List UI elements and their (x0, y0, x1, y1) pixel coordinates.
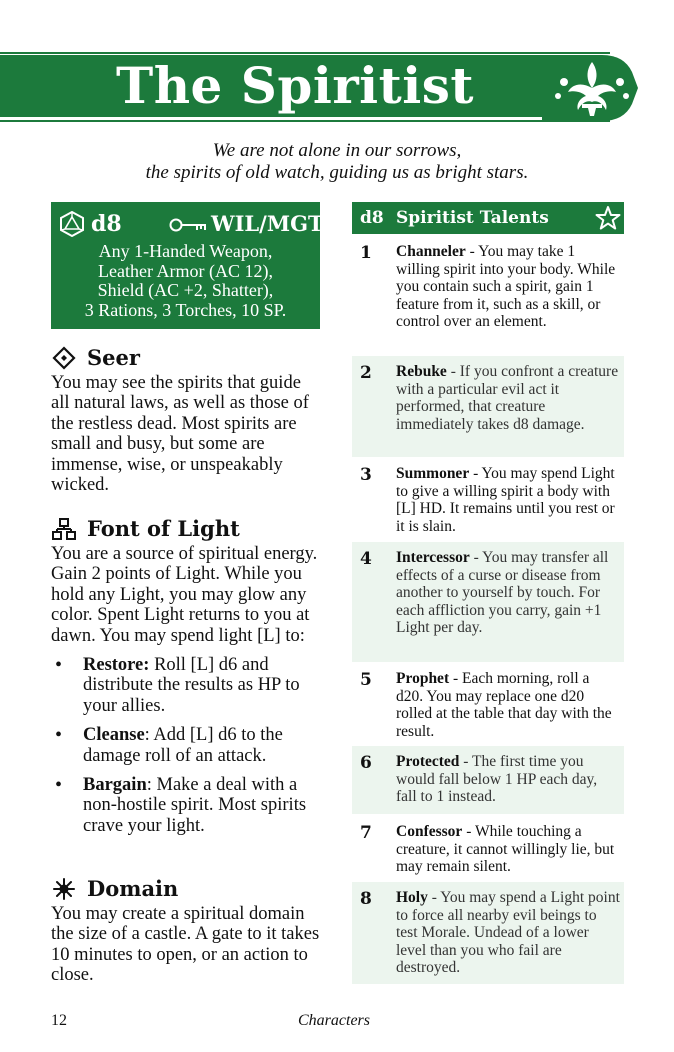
font-of-light-title: Font of Light (87, 516, 240, 541)
seer-title: Seer (87, 345, 140, 370)
stat-row (59, 210, 324, 240)
fleur-de-lis-icon (542, 52, 640, 124)
table-row (352, 542, 624, 662)
talent-number: 3 (360, 465, 372, 485)
talent-name: Holy (396, 889, 428, 906)
d20-icon (59, 211, 85, 237)
talent-entry (396, 549, 620, 637)
domain-title: Domain (87, 876, 179, 901)
talent-number: 8 (360, 889, 372, 909)
list-item (51, 655, 323, 716)
equipment-line: Any 1-Handed Weapon, (98, 241, 273, 261)
domain-heading (51, 875, 178, 903)
talent-entry (396, 753, 620, 806)
talent-number: 2 (360, 363, 372, 383)
talent-entry (396, 889, 620, 977)
talent-desc: - If you confront a creature with a particular evil act it performed, that creature immediately takes d8 damage. (396, 363, 619, 433)
seer-heading (51, 344, 140, 372)
talents-table-header (352, 202, 624, 234)
title-banner (0, 52, 640, 124)
talent-name: Channeler (396, 243, 466, 260)
star-icon (595, 205, 621, 231)
talent-name: Intercessor (396, 549, 470, 566)
talents-die-label: d8 (360, 208, 384, 228)
bullet-text: Roll [L] d6 and distribute the results as HP to your allies. (83, 655, 300, 716)
equipment-line: Shield (AC +2, Shatter), (97, 280, 274, 300)
list-item (51, 725, 323, 766)
talent-desc: - While touching a creature, it cannot willingly lie, but may remain silent. (396, 823, 615, 875)
key-attributes: WIL/MGT (211, 211, 324, 236)
talent-entry (396, 465, 620, 535)
talent-name: Summoner (396, 465, 470, 482)
talent-number: 7 (360, 823, 372, 843)
bullet-term: Restore: (83, 655, 150, 676)
subtitle (0, 140, 674, 184)
table-row (352, 663, 624, 743)
talent-entry (396, 363, 620, 433)
talent-desc: - You may transfer all effects of a curse or disease from another to yourself by touch. For each affliction you carry, gain +1 Light per day. (396, 549, 609, 636)
talent-name: Prophet (396, 670, 450, 687)
bullet-term: Cleanse (83, 725, 145, 746)
font-of-light-heading (51, 515, 240, 543)
talent-name: Protected (396, 753, 460, 770)
talent-desc: - You may spend Light to give a willing spirit a body with [L] HD. It remains until you rest or it is slain. (396, 465, 615, 535)
talent-desc: - You may spend a Light point to force all nearby evil beings to test Morale. Undead of a lower level than you who fail are destroyed. (396, 889, 620, 976)
table-row (352, 882, 624, 984)
domain-text: You may create a spiritual domain the size of a castle. A gate to it takes 10 minutes to open, or an action to close. (51, 904, 320, 986)
bullet-text: : Make a deal with a non-hostile spirit. Most spirits crave your light. (83, 775, 307, 836)
starting-equipment (51, 242, 320, 320)
talent-number: 4 (360, 549, 372, 569)
talent-number: 1 (360, 243, 372, 263)
talent-number: 6 (360, 753, 372, 773)
table-row (352, 236, 624, 352)
talent-name: Rebuke (396, 363, 447, 380)
starburst-icon (51, 876, 77, 902)
banner-rule-top (0, 52, 610, 54)
table-row (352, 816, 624, 880)
banner-rule-bottom (0, 120, 610, 122)
footer-section-name: Characters (298, 1012, 370, 1029)
talent-number: 5 (360, 670, 372, 690)
table-row (352, 458, 624, 539)
font-of-light-text: You are a source of spiritual energy. Gain 2 points of Light. While you hold any Light, you may glow any color. Spent Light returns to you at dawn. You may spend light [L] to: (51, 544, 318, 646)
key-icon (169, 218, 207, 232)
talent-entry (396, 243, 620, 331)
seer-text: You may see the spirits that guide all natural laws, as well as those of the restless dead. Most spirits are small and busy, but some are immense, wise, or unspeakably wicked. (51, 373, 309, 496)
talent-name: Confessor (396, 823, 463, 840)
diamond-icon (51, 345, 77, 371)
talent-desc: - You may take 1 willing spirit into your body. While you contain such a spirit, gain 1 feature from it, such as a skill, or control over an element. (396, 243, 616, 330)
table-row (352, 746, 624, 814)
talents-title: Spiritist Talents (396, 208, 549, 228)
hierarchy-icon (51, 516, 77, 542)
equipment-line: 3 Rations, 3 Torches, 10 SP. (84, 299, 287, 320)
bullet-text: : Add [L] d6 to the damage roll of an attack. (83, 725, 283, 766)
hit-die: d8 (91, 211, 122, 237)
talent-entry (396, 670, 620, 740)
subtitle-line-1: We are not alone in our sorrows, (212, 140, 462, 161)
font-of-light-body (51, 544, 323, 836)
talent-desc: - The first time you would fall below 1 HP each day, fall to 1 instead. (396, 753, 598, 805)
talent-entry (396, 823, 620, 876)
light-uses-list (51, 655, 323, 836)
subtitle-line-2: the spirits of old watch, guiding us as bright stars. (145, 162, 529, 183)
stat-block (51, 202, 324, 329)
talent-desc: - Each morning, roll a d20. You may replace one d20 rolled at the table that day with the result. (396, 670, 612, 740)
equipment-line: Leather Armor (AC 12), (98, 260, 273, 281)
bullet-term: Bargain (83, 775, 147, 796)
page-number: 12 (51, 1012, 67, 1029)
table-row (352, 356, 624, 457)
page-title: The Spiritist (115, 56, 474, 115)
list-item (51, 775, 323, 836)
